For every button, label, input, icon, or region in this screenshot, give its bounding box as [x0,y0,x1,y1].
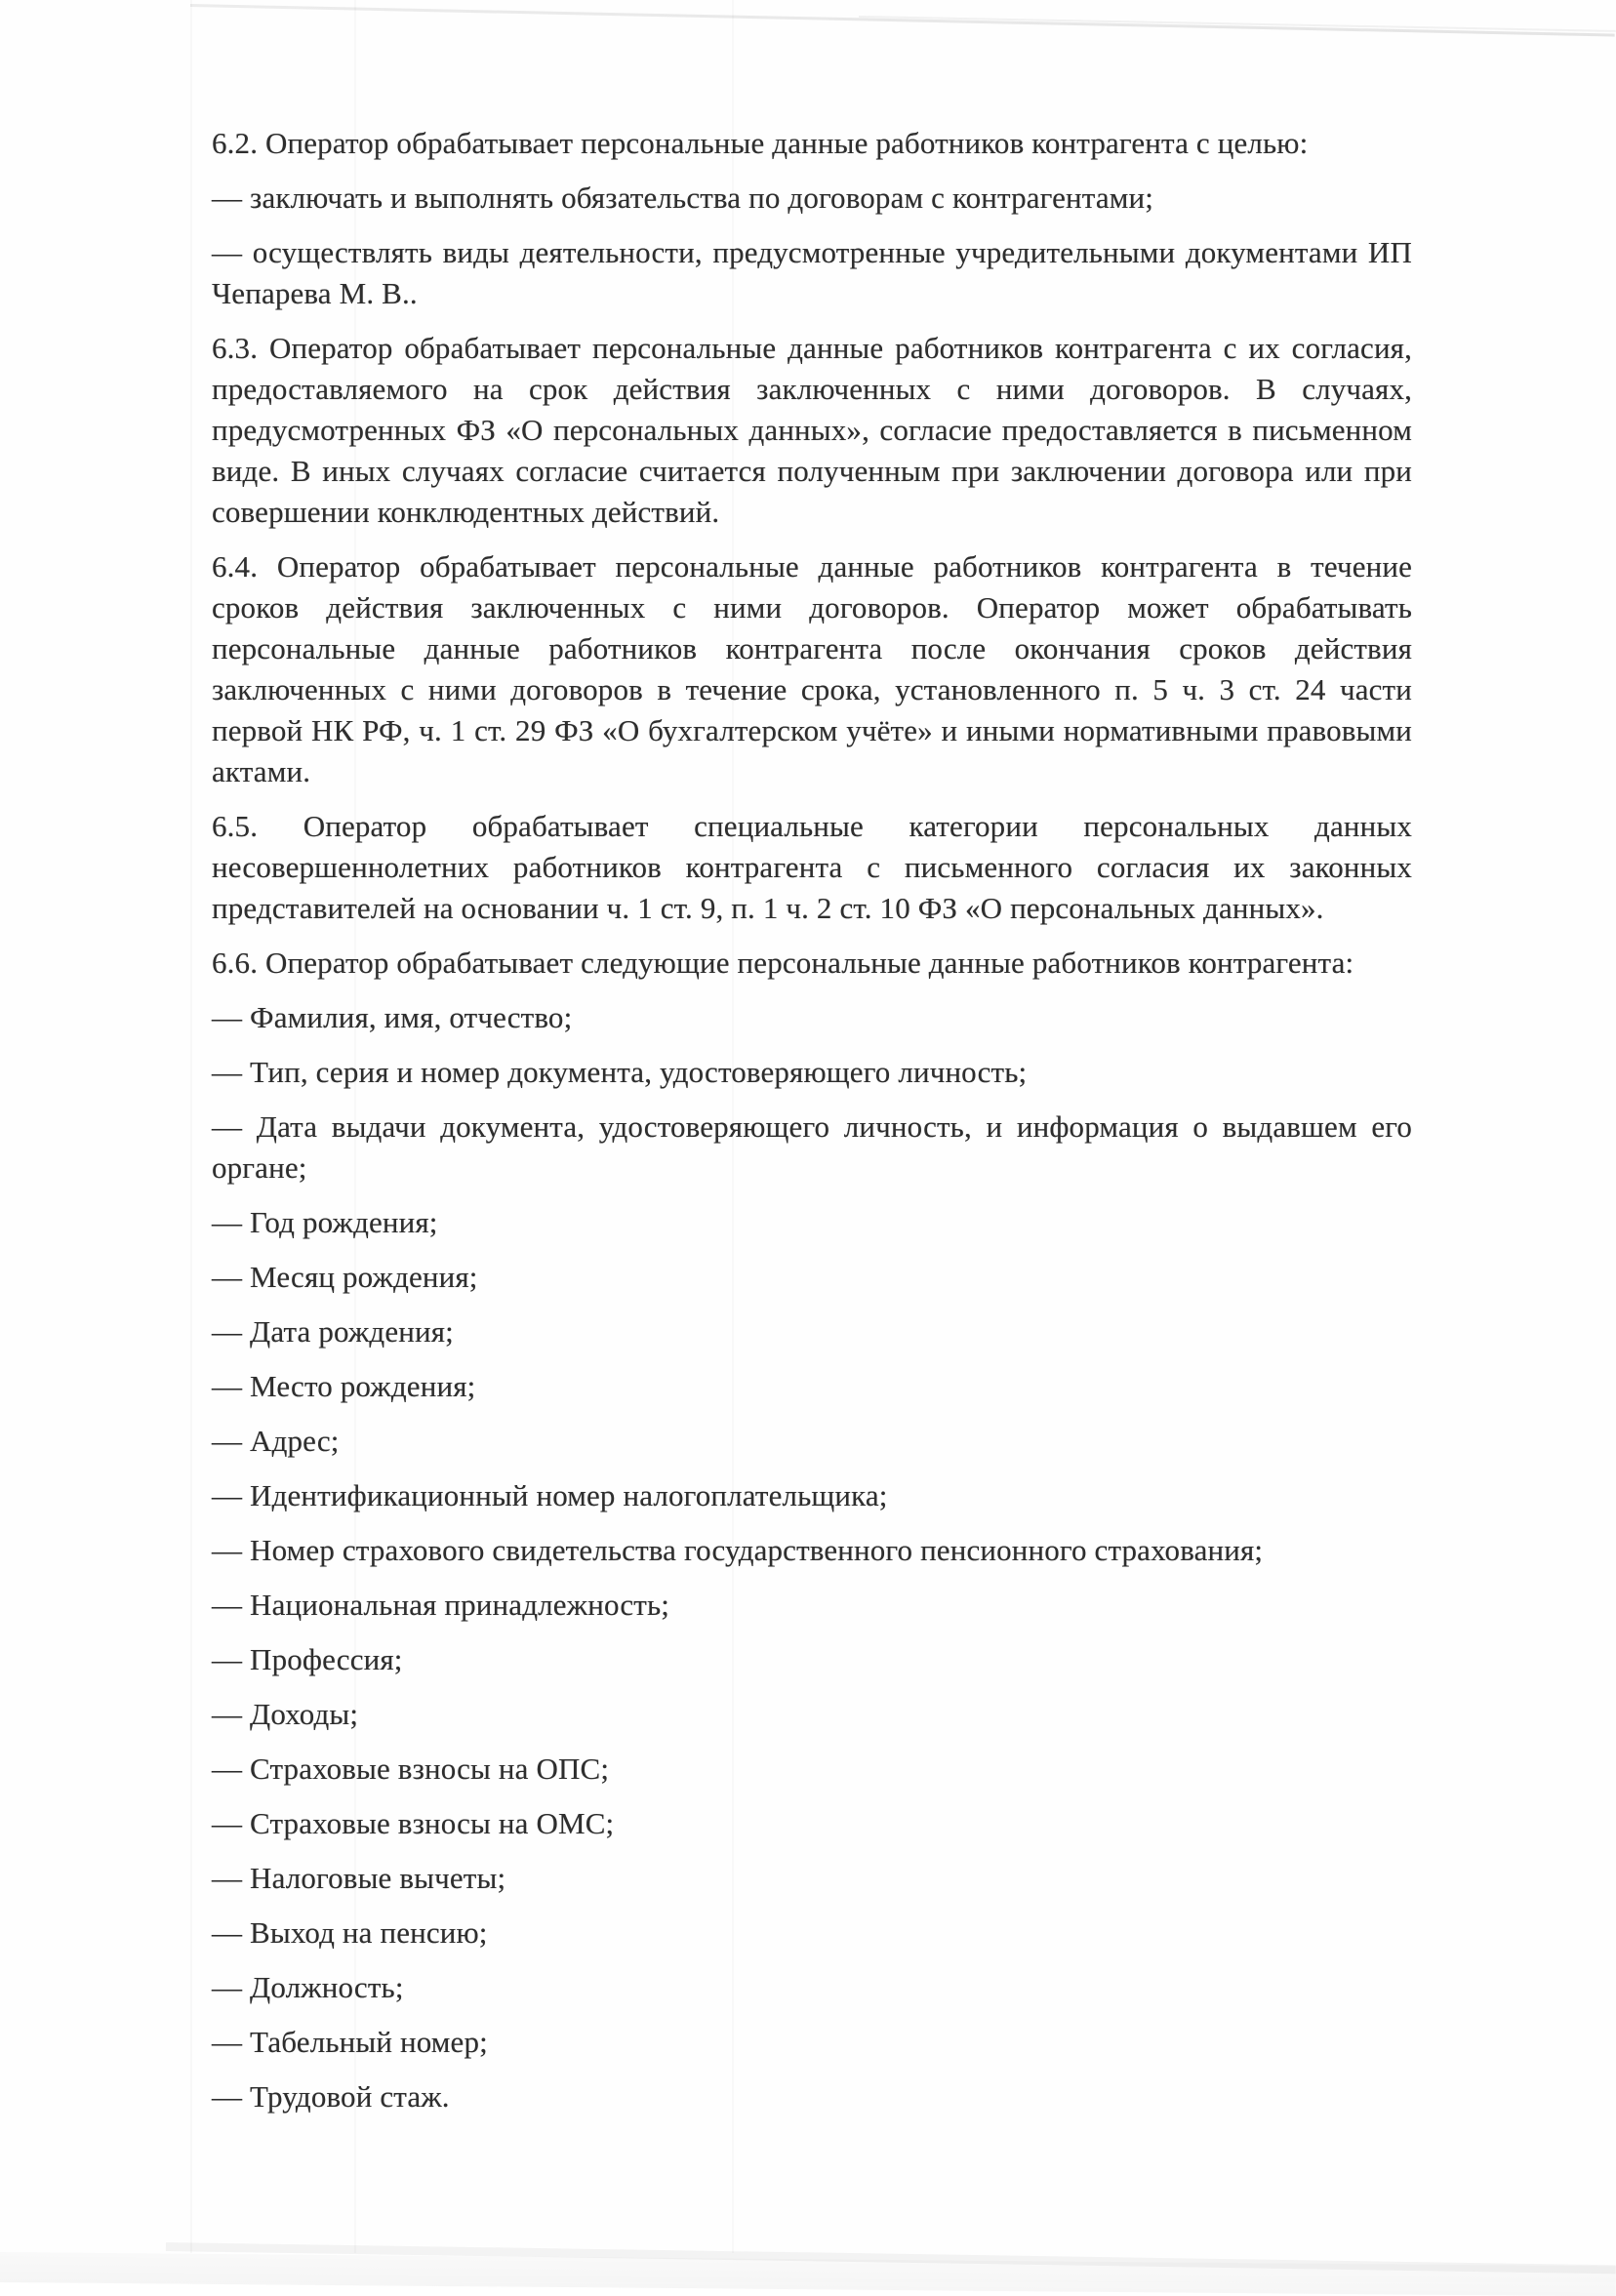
document-content [212,123,1412,2131]
clause-6-4: 6.4. Оператор обрабатывает персональные данные работников контрагента в течение сроков действия заключенных с ними договоров. Оператор может обрабатывать персональные данные работников контрагента после окончания сроков действия заключенных с ними договоров в течение срока, установленного п. 5 ч. 3 ст. 24 части первой НК РФ, ч. 1 ст. 29 ФЗ «О бухгалтерском учёте» и иными нормативными правовыми актами. [212,549,1412,788]
personal-data-item: — Выход на пенсию; [212,1915,488,1950]
clause-6-5: 6.5. Оператор обрабатывает специальные категории персональных данных несовершеннолетних работников контрагента с письменного согласия их законных представителей на основании ч. 1 ст. 9, п. 1 ч. 2 ст. 10 ФЗ «О персональных данных». [212,809,1412,925]
scan-artifact-top-edge-secondary [859,16,1616,32]
personal-data-item: — Год рождения; [212,1205,438,1239]
personal-data-item: — Адрес; [212,1424,340,1458]
personal-data-item: — Страховые взносы на ОМС; [212,1806,615,1840]
personal-data-item: — Доходы; [212,1697,359,1731]
personal-data-item: — Место рождения; [212,1369,476,1403]
scan-fold-line [190,0,192,2253]
personal-data-item: — Страховые взносы на ОПС; [212,1752,610,1786]
personal-data-item: — Месяц рождения; [212,1260,478,1294]
personal-data-item: — Должность; [212,1970,404,2004]
personal-data-item: — Фамилия, имя, отчество; [212,1000,573,1034]
scan-artifact-top-edge [190,4,1615,37]
personal-data-item: — Номер страхового свидетельства государственного пенсионного страхования; [212,1533,1264,1567]
personal-data-item: — Табельный номер; [212,2025,488,2059]
scan-artifact-bottom-band [0,2252,1616,2296]
personal-data-item: — Дата выдачи документа, удостоверяющего личность, и информация о выдавшем его органе; [212,1109,1412,1185]
personal-data-item: — Трудовой стаж. [212,2079,450,2114]
clause-6-2: 6.2. Оператор обрабатывает персональные данные работников контрагента с целью: [212,126,1309,160]
purpose-item: — осуществлять виды деятельности, предусмотренные учредительными документами ИП Чепарева М. В.. [212,235,1412,310]
personal-data-item: — Дата рождения; [212,1314,454,1349]
personal-data-item: — Тип, серия и номер документа, удостоверяющего личность; [212,1055,1028,1089]
clause-6-3: 6.3. Оператор обрабатывает персональные данные работников контрагента с их согласия, предоставляемого на срок действия заключенных с ними договоров. В случаях, предусмотренных ФЗ «О персональных данных», согласие предоставляется в письменном виде. В иных случаях согласие считается полученным при заключении договора или при совершении конклюдентных действий. [212,331,1412,529]
personal-data-item: — Налоговые вычеты; [212,1861,506,1895]
purpose-item: — заключать и выполнять обязательства по договорам с контрагентами; [212,181,1153,215]
clause-6-6: 6.6. Оператор обрабатывает следующие персональные данные работников контрагента: [212,946,1354,980]
personal-data-item: — Идентификационный номер налогоплательщика; [212,1478,888,1512]
personal-data-item: — Профессия; [212,1642,403,1676]
personal-data-item: — Национальная принадлежность; [212,1588,670,1622]
